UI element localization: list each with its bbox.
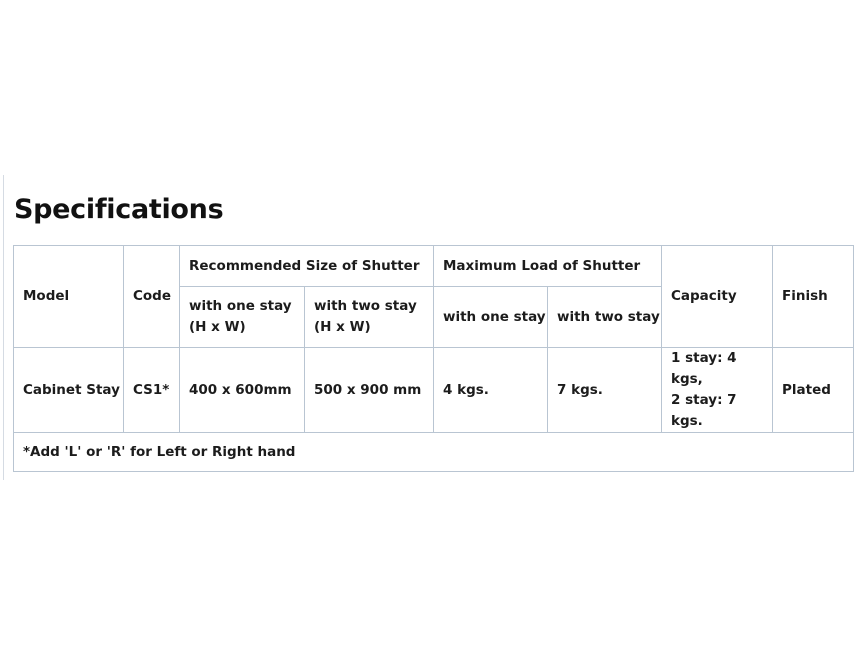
cell-load-one-stay: 4 kgs.	[434, 348, 548, 433]
header-code: Code	[124, 246, 180, 348]
footnote: *Add 'L' or 'R' for Left or Right hand	[14, 433, 854, 472]
cell-capacity	[662, 348, 773, 433]
header-capacity: Capacity	[662, 246, 773, 348]
cell-size-two-stay: 500 x 900 mm	[305, 348, 434, 433]
header-finish: Finish	[773, 246, 854, 348]
header-maximum-load: Maximum Load of Shutter	[434, 246, 662, 287]
specifications-table	[13, 245, 854, 472]
cell-model: Cabinet Stay	[14, 348, 124, 433]
table-note-row	[14, 433, 854, 472]
subheader-load-one-stay: with one stay	[434, 287, 548, 348]
page-title: Specifications	[14, 194, 224, 225]
cell-capacity-line2: 2 stay: 7 kgs.	[671, 392, 737, 429]
left-divider	[3, 175, 4, 480]
cell-code: CS1*	[124, 348, 180, 433]
header-model: Model	[14, 246, 124, 348]
cell-load-two-stay: 7 kgs.	[548, 348, 662, 433]
subheader-load-two-stay: with two stay	[548, 287, 662, 348]
subheader-size-one-stay-line2: (H x W)	[189, 319, 246, 335]
table-row	[14, 348, 854, 433]
table-header-row	[14, 246, 854, 287]
subheader-size-two-stay-line1: with two stay	[314, 298, 417, 314]
header-recommended-size: Recommended Size of Shutter	[180, 246, 434, 287]
cell-size-one-stay: 400 x 600mm	[180, 348, 305, 433]
subheader-size-two-stay	[305, 287, 434, 348]
subheader-size-two-stay-line2: (H x W)	[314, 319, 371, 335]
cell-finish: Plated	[773, 348, 854, 433]
cell-capacity-line1: 1 stay: 4 kgs,	[671, 350, 737, 387]
subheader-size-one-stay	[180, 287, 305, 348]
subheader-size-one-stay-line1: with one stay	[189, 298, 292, 314]
